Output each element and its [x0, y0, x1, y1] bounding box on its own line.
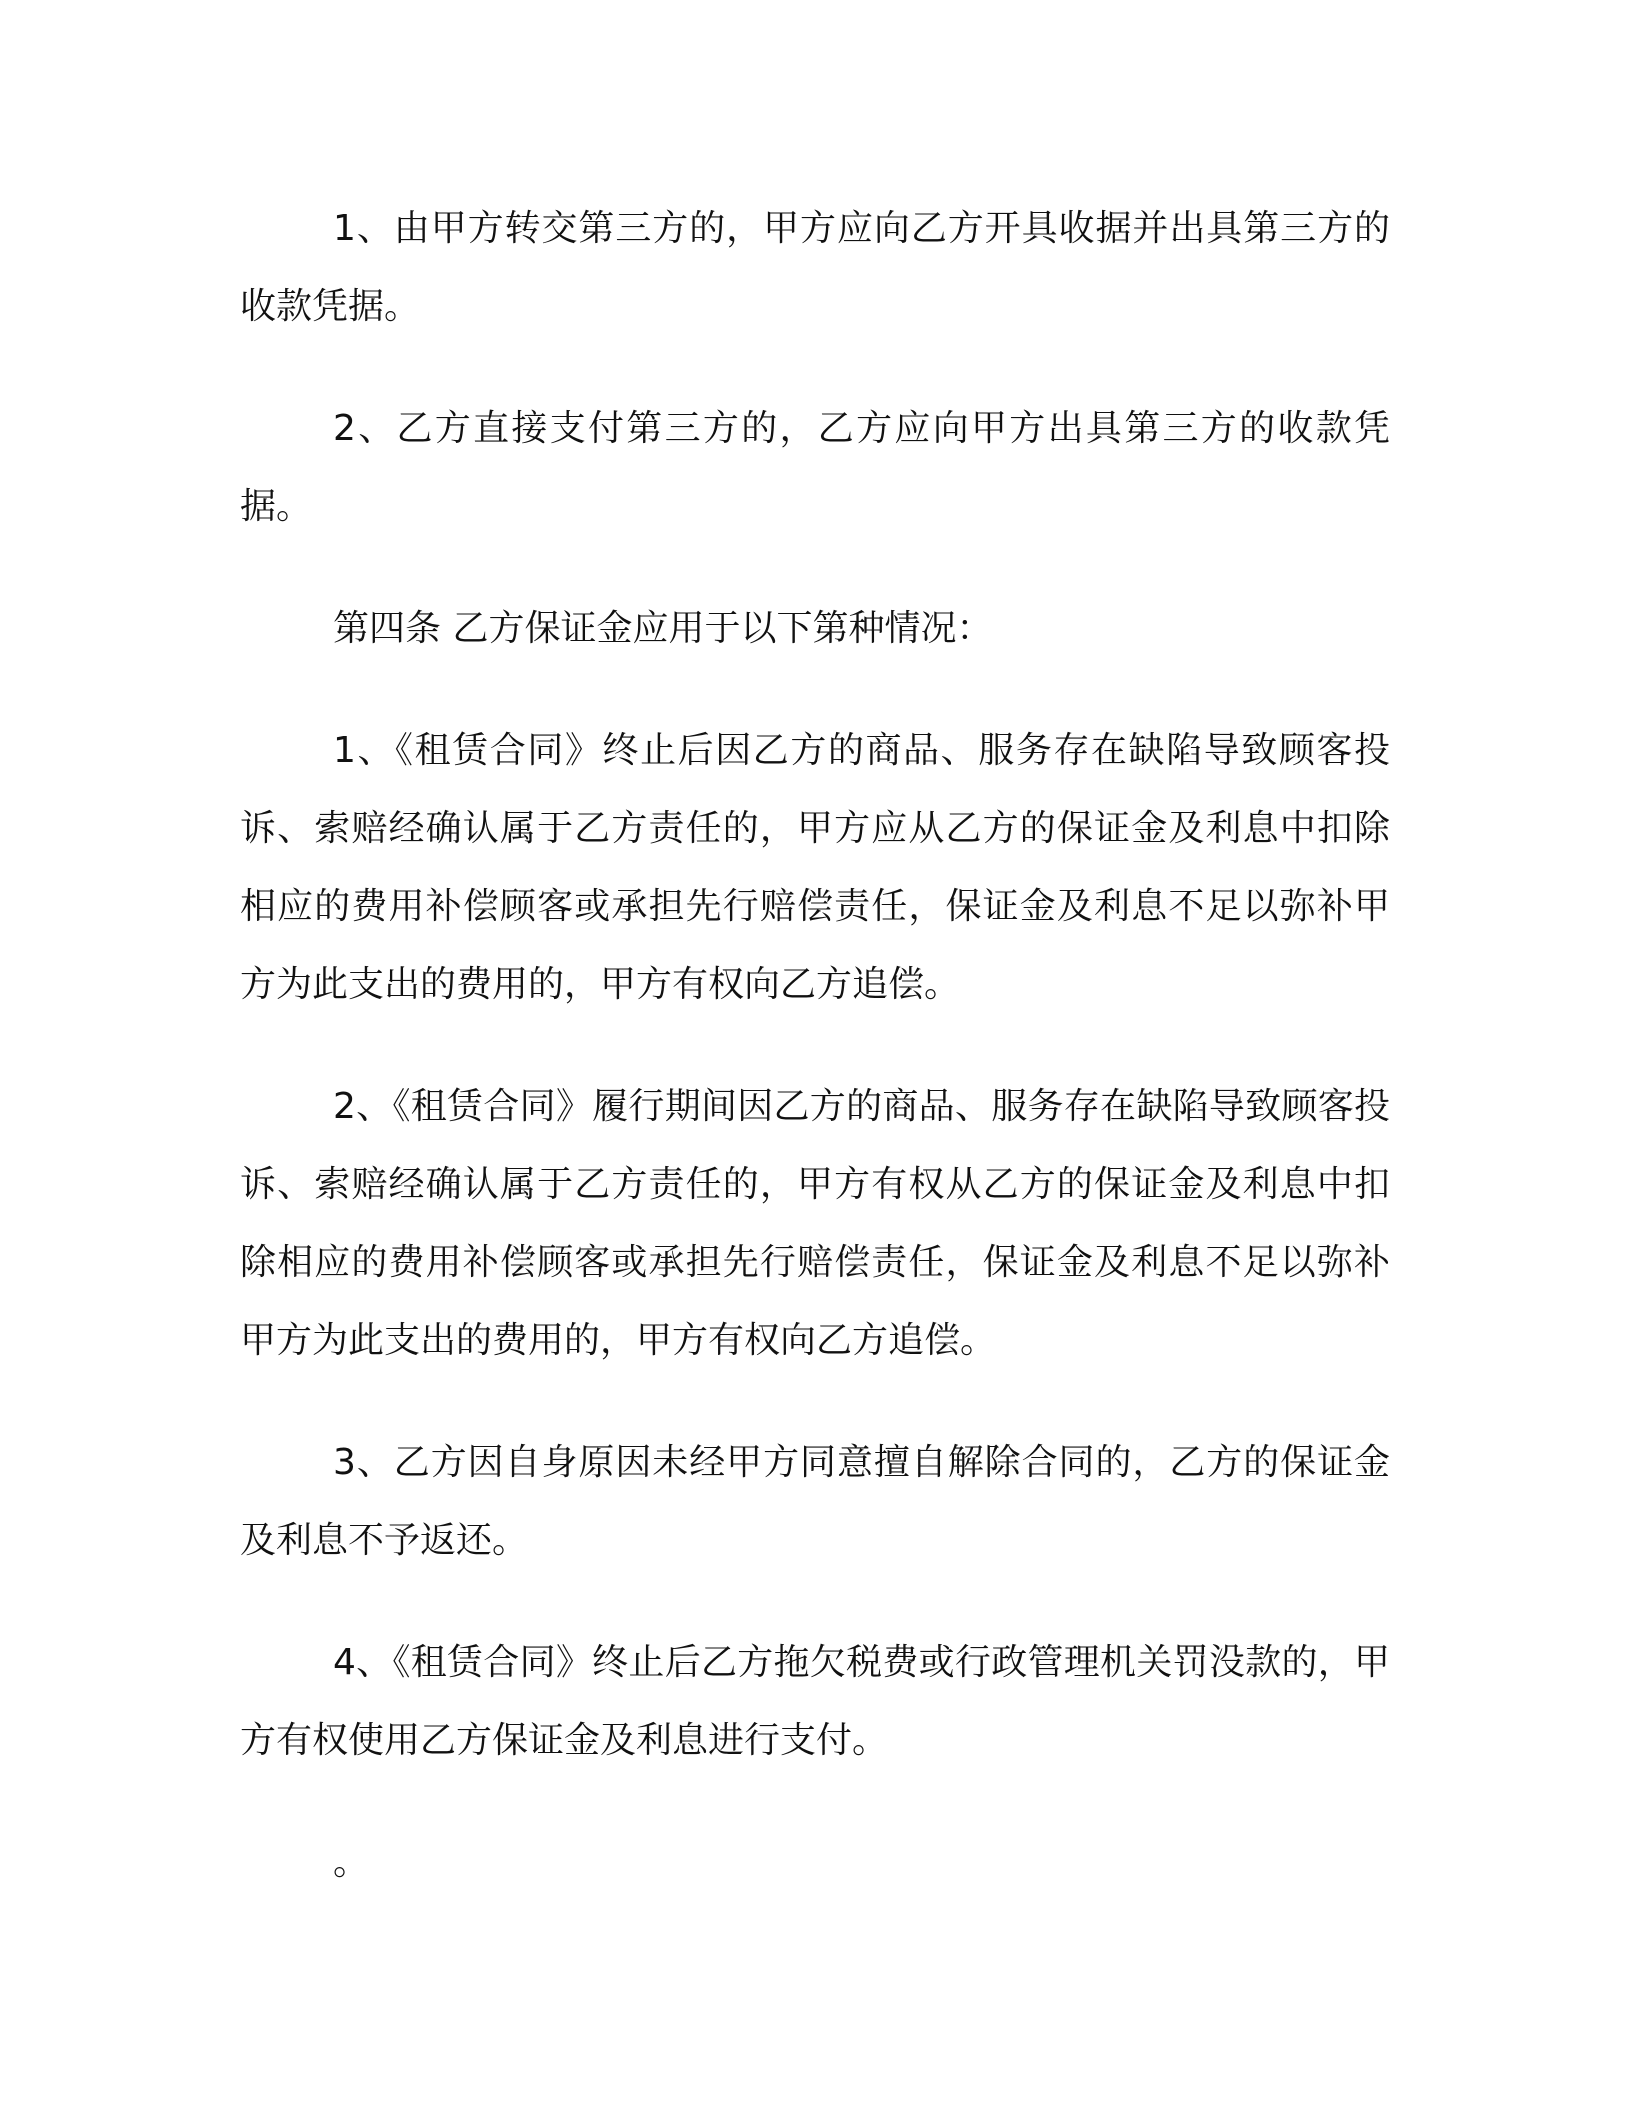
paragraph-clause-4: 4、《租赁合同》终止后乙方拖欠税费或行政管理机关罚没款的，甲方有权使用乙方保证金及利息进行支付。: [240, 1642, 1390, 1761]
paragraph-clause-3: 3、乙方因自身原因未经甲方同意擅自解除合同的，乙方的保证金及利息不予返还。: [240, 1442, 1390, 1561]
paragraph-clause-2: 2、《租赁合同》履行期间因乙方的商品、服务存在缺陷导致顾客投诉、索赔经确认属于乙方责任的，甲方有权从乙方的保证金及利息中扣除相应的费用补偿顾客或承担先行赔偿责任，保证金及利息不足以弥补甲方为此支出的费用的，甲方有权向乙方追偿。: [240, 1086, 1390, 1361]
document-page: [240, 190, 1390, 1902]
article-four-heading: 第四条 乙方保证金应用于以下第种情况：: [333, 608, 993, 649]
paragraph-clause-1: 1、《租赁合同》终止后因乙方的商品、服务存在缺陷导致顾客投诉、索赔经确认属于乙方责任的，甲方应从乙方的保证金及利息中扣除相应的费用补偿顾客或承担先行赔偿责任，保证金及利息不足以弥补甲方为此支出的费用的，甲方有权向乙方追偿。: [240, 730, 1390, 1005]
trailing-period: 。: [333, 1842, 370, 1883]
paragraph-third-party-transfer: 1、由甲方转交第三方的，甲方应向乙方开具收据并出具第三方的收款凭据。: [240, 208, 1390, 327]
paragraph-direct-payment: 2、乙方直接支付第三方的，乙方应向甲方出具第三方的收款凭据。: [240, 408, 1390, 527]
